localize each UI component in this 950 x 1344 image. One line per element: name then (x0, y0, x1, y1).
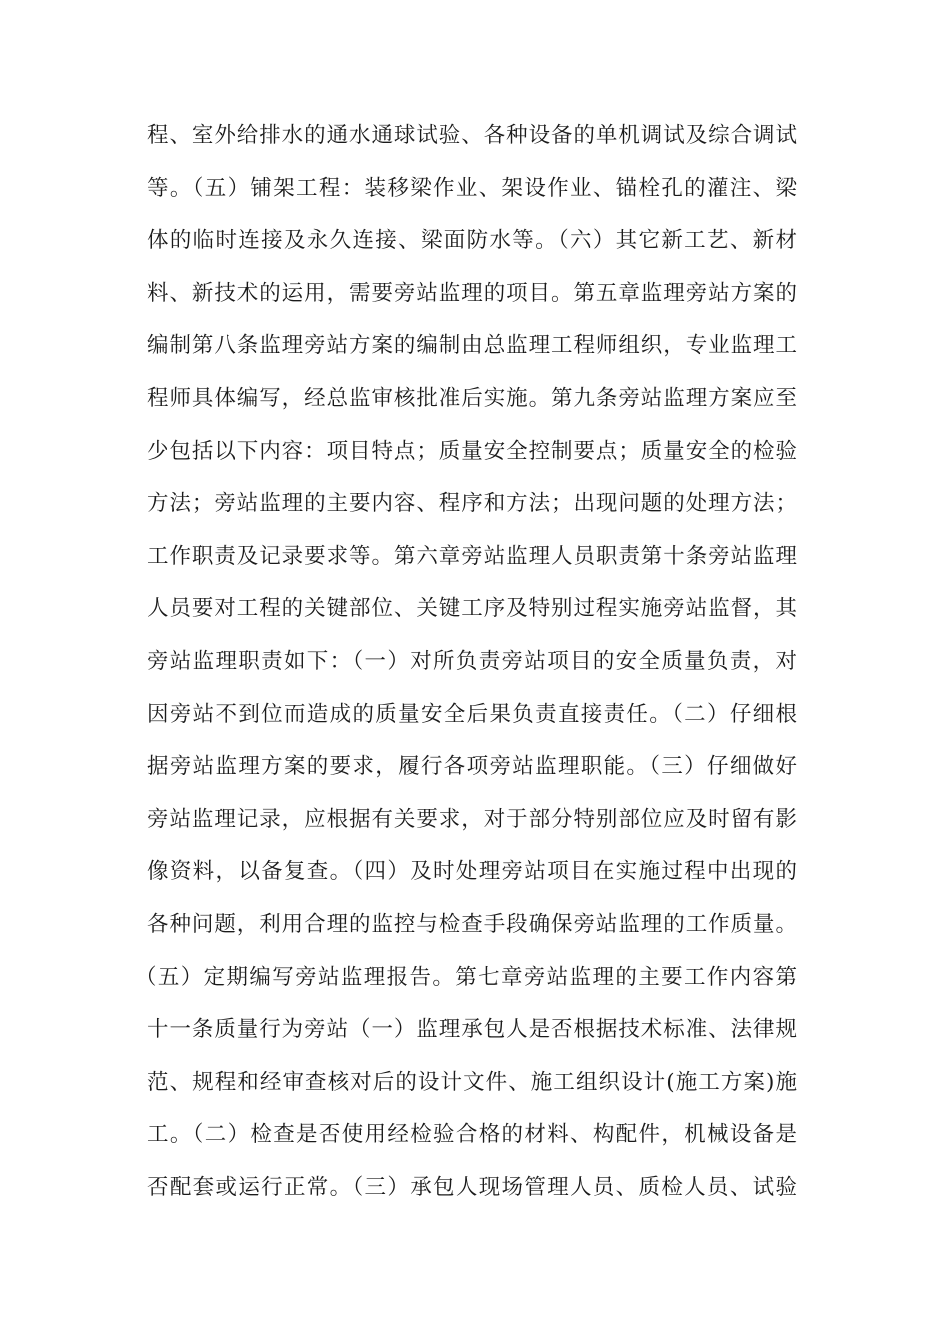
text-line: 像资料，以备复查。（四）及时处理旁站项目在实施过程中出现的 (147, 859, 797, 885)
text-line: （五）定期编写旁站监理报告。第七章旁站监理的主要工作内容第 (135, 964, 797, 990)
text-line: 程师具体编写，经总监审核批准后实施。第九条旁站监理方案应至 (147, 385, 797, 411)
body-text (135, 116, 807, 1220)
text-line: 方法；旁站监理的主要内容、程序和方法；出现问题的处理方法； (147, 491, 797, 517)
text-line: 各种问题，利用合理的监控与检查手段确保旁站监理的工作质量。 (147, 911, 797, 937)
text-line: 等。（五）铺架工程：装移梁作业、架设作业、锚栓孔的灌注、梁 (147, 175, 797, 201)
text-line: 料、新技术的运用，需要旁站监理的项目。第五章监理旁站方案的 (147, 280, 797, 306)
text-line: 因旁站不到位而造成的质量安全后果负责直接责任。（二）仔细根 (147, 701, 797, 727)
text-line: 人员要对工程的关键部位、关键工序及特别过程实施旁站监督，其 (147, 596, 797, 622)
text-line: 范、规程和经审查核对后的设计文件、施工组织设计(施工方案)施 (147, 1069, 797, 1095)
text-line: 旁站监理职责如下：（一）对所负责旁站项目的安全质量负责，对 (147, 648, 797, 674)
text-line: 工。（二）检查是否使用经检验合格的材料、构配件，机械设备是 (147, 1122, 797, 1148)
text-line: 少包括以下内容：项目特点；质量安全控制要点；质量安全的检验 (147, 438, 797, 464)
text-line: 工作职责及记录要求等。第六章旁站监理人员职责第十条旁站监理 (147, 543, 797, 569)
text-line: 编制第八条监理旁站方案的编制由总监理工程师组织，专业监理工 (147, 333, 797, 359)
text-line: 否配套或运行正常。（三）承包人现场管理人员、质检人员、试验 (147, 1174, 797, 1200)
text-line: 体的临时连接及永久连接、梁面防水等。（六）其它新工艺、新材 (147, 228, 797, 254)
text-line: 旁站监理记录，应根据有关要求，对于部分特别部位应及时留有影 (147, 806, 797, 832)
text-line: 十一条质量行为旁站（一）监理承包人是否根据技术标准、法律规 (147, 1017, 797, 1043)
text-line: 程、室外给排水的通水通球试验、各种设备的单机调试及综合调试 (147, 123, 797, 148)
text-line: 据旁站监理方案的要求，履行各项旁站监理职能。（三）仔细做好 (147, 754, 797, 780)
